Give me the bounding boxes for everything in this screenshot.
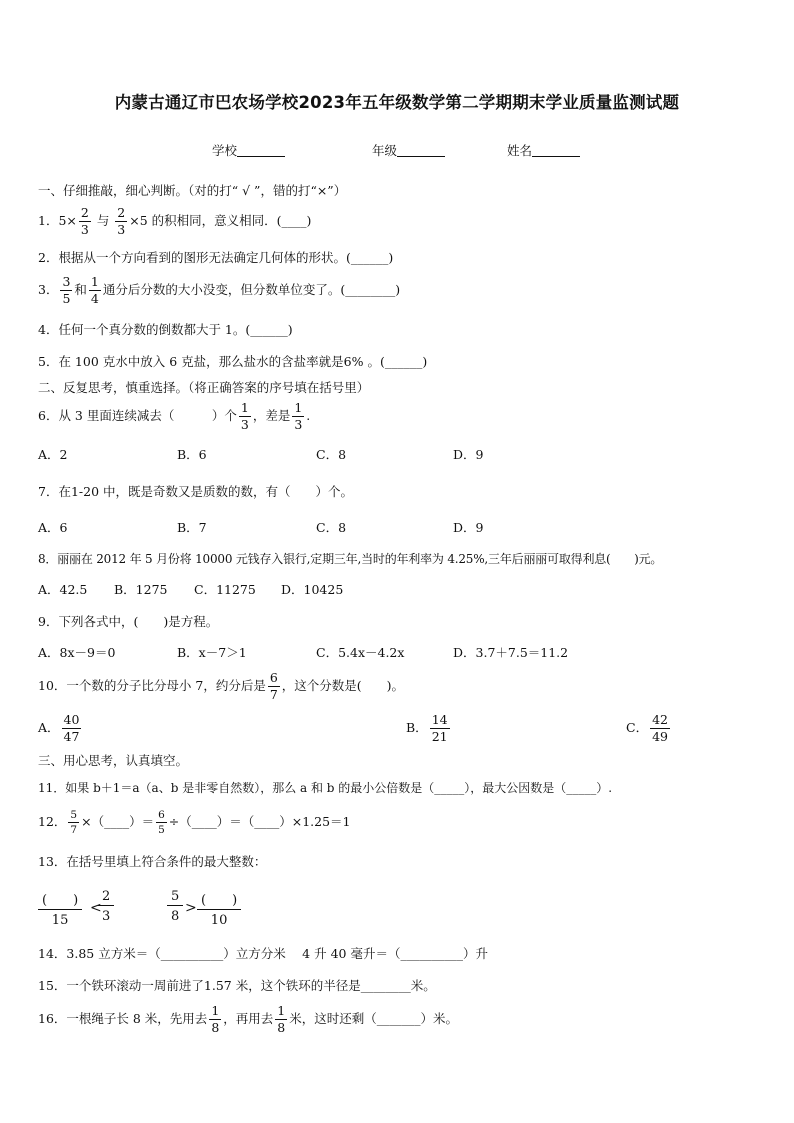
q16-fraction-b: $\frac{1}{8}$ bbox=[277, 1003, 286, 1035]
q8-option-c[interactable]: C．11275 bbox=[194, 582, 256, 597]
q10-option-b[interactable] bbox=[406, 714, 452, 743]
q16-mid: ，再用去 bbox=[223, 1011, 274, 1026]
q16-text: 16．一根绳子长 8 米，先用去 bbox=[38, 1011, 208, 1026]
q13-right-fraction: 5 8 bbox=[167, 889, 183, 924]
q6-end: . bbox=[306, 408, 311, 423]
q9-option-b[interactable]: B．x－7＞1 bbox=[177, 645, 247, 660]
q3-fraction-a: $\frac{3}{5}$ bbox=[62, 274, 71, 306]
q6-fraction-a: $\frac{1}{3}$ bbox=[240, 400, 249, 432]
question-9: 9．下列各式中，( )是方程。 bbox=[38, 614, 219, 629]
q1-prefix: 1．5× bbox=[38, 213, 77, 228]
question-2: 2．根据从一个方向看到的图形无法确定几何体的形状。(______) bbox=[38, 250, 394, 265]
q10-fraction: $\frac{6}{7}$ bbox=[269, 670, 278, 702]
question-15: 15．一个铁环滚动一周前进了1.57 米，这个铁环的半径是________米。 bbox=[38, 978, 436, 993]
q9-option-a[interactable]: A．8x－9＝0 bbox=[38, 645, 116, 660]
q7-option-b[interactable]: B．7 bbox=[177, 520, 207, 535]
question-3 bbox=[38, 276, 400, 305]
name-field bbox=[507, 141, 580, 159]
q10-option-c-label: C． bbox=[626, 720, 649, 735]
q12-part-1: ×（____）＝ bbox=[81, 814, 155, 829]
section-2-heading: 二、反复思考，慎重选择。（将正确答案的序号填在括号里） bbox=[38, 380, 370, 395]
name-label: 姓名 bbox=[507, 143, 533, 158]
q16-fraction-a: $\frac{1}{8}$ bbox=[211, 1003, 220, 1035]
grade-label: 年级 bbox=[372, 143, 398, 158]
q13-less-than: < bbox=[90, 900, 102, 916]
q3-tail: 通分后分数的大小没变，但分数单位变了。(________) bbox=[102, 282, 401, 297]
question-7: 7．在1-20 中，既是奇数又是质数的数，有（ ）个。 bbox=[38, 484, 354, 499]
q6-fraction-b: $\frac{1}{3}$ bbox=[294, 400, 303, 432]
grade-blank[interactable] bbox=[397, 144, 445, 157]
question-5: 5．在 100 克水中放入 6 克盐，那么盐水的含盐率就是6% 。(______) bbox=[38, 354, 428, 369]
q7-option-a[interactable]: A．6 bbox=[38, 520, 68, 535]
q12-fraction-b: $\frac{6}{5}$ bbox=[158, 809, 165, 836]
question-13: 13．在括号里填上符合条件的最大整数： bbox=[38, 854, 267, 869]
q6-option-d[interactable]: D．9 bbox=[453, 447, 484, 462]
page-title: 内蒙古通辽市巴农场学校2023年五年级数学第二学期期末学业质量监测试题 bbox=[114, 93, 680, 112]
q3-prefix: 3． bbox=[38, 282, 59, 297]
section-1-heading: 一、仔细推敲，细心判断。（对的打“ √ ”，错的打“×”） bbox=[38, 183, 347, 198]
question-1 bbox=[38, 207, 311, 236]
q7-option-d[interactable]: D．9 bbox=[453, 520, 484, 535]
q13-greater-than: > bbox=[185, 900, 197, 916]
q10-text: 10．一个数的分子比分母小 7，约分后是 bbox=[38, 678, 266, 693]
school-blank[interactable] bbox=[237, 144, 285, 157]
q8-option-a[interactable]: A．42.5 bbox=[38, 582, 88, 597]
q16-end: 米，这时还剩（_______）米。 bbox=[289, 1011, 458, 1026]
name-blank[interactable] bbox=[532, 144, 580, 157]
school-field bbox=[212, 141, 285, 159]
q6-option-a[interactable]: A．2 bbox=[38, 447, 68, 462]
q10-end: ，这个分数是( )。 bbox=[281, 678, 405, 693]
q6-mid: ，差是 bbox=[252, 408, 291, 423]
q6-option-b[interactable]: B．6 bbox=[177, 447, 207, 462]
q12-part-2: ÷（____）＝（____）×1.25＝1 bbox=[168, 814, 351, 829]
grade-field bbox=[372, 141, 445, 159]
question-8: 8．丽丽在 2012 年 5 月份将 10000 元钱存入银行,定期三年,当时的年利率为 4.25%,三年后丽丽可取得利息( )元。 bbox=[38, 552, 663, 566]
q6-option-c[interactable]: C．8 bbox=[316, 447, 347, 462]
q12-fraction-a: $\frac{5}{7}$ bbox=[70, 809, 78, 836]
question-6 bbox=[38, 402, 310, 431]
question-4: 4．任何一个真分数的倒数都大于 1。(______) bbox=[38, 322, 293, 337]
q12-prefix: 12． bbox=[38, 814, 67, 829]
question-11: 11．如果 b＋1＝a（a、b 是非零自然数），那么 a 和 b 的最小公倍数是（_____），最大公因数是（_____）. bbox=[38, 781, 613, 795]
school-label: 学校 bbox=[212, 143, 238, 158]
q10-option-a[interactable] bbox=[38, 714, 83, 743]
section-3-heading: 三、用心思考，认真填空。 bbox=[38, 753, 189, 768]
q9-option-d[interactable]: D．3.7＋7.5＝11.2 bbox=[453, 645, 569, 660]
q13-left-compare-fraction: 2 3 bbox=[98, 889, 114, 924]
q9-option-c[interactable]: C．5.4x－4.2x bbox=[316, 645, 405, 660]
q1-tail: ×5 的积相同，意义相同．(____) bbox=[129, 213, 312, 228]
q1-fraction-b: $\frac{2}{3}$ bbox=[117, 205, 126, 237]
q8-option-b[interactable]: B．1275 bbox=[114, 582, 168, 597]
q10-option-c[interactable] bbox=[626, 714, 672, 743]
q7-option-c[interactable]: C．8 bbox=[316, 520, 347, 535]
q10-option-c-fraction: $\frac{42}{49}$ bbox=[652, 712, 668, 744]
q1-fraction-a: $\frac{2}{3}$ bbox=[80, 205, 89, 237]
q13-left-fraction[interactable]: ( ) 15 bbox=[38, 889, 82, 928]
q13-right-compare-fraction[interactable]: ( ) 10 bbox=[197, 889, 241, 928]
q3-fraction-b: $\frac{1}{4}$ bbox=[90, 274, 99, 306]
question-16 bbox=[38, 1005, 458, 1034]
q10-option-b-label: B． bbox=[406, 720, 428, 735]
q10-option-a-label: A． bbox=[38, 720, 60, 735]
question-14: 14．3.85 立方米＝（__________）立方分米 4 升 40 毫升＝（__________）升 bbox=[38, 946, 488, 961]
q10-option-b-fraction: $\frac{14}{21}$ bbox=[431, 712, 448, 744]
q6-text: 6．从 3 里面连续减去（ ）个 bbox=[38, 408, 237, 423]
question-12 bbox=[38, 810, 351, 835]
q8-option-d[interactable]: D．10425 bbox=[281, 582, 344, 597]
q3-and: 和 bbox=[74, 282, 87, 297]
question-10 bbox=[38, 672, 404, 701]
q10-option-a-fraction: $\frac{40}{47}$ bbox=[63, 712, 80, 744]
q1-mid: 与 bbox=[92, 213, 114, 228]
